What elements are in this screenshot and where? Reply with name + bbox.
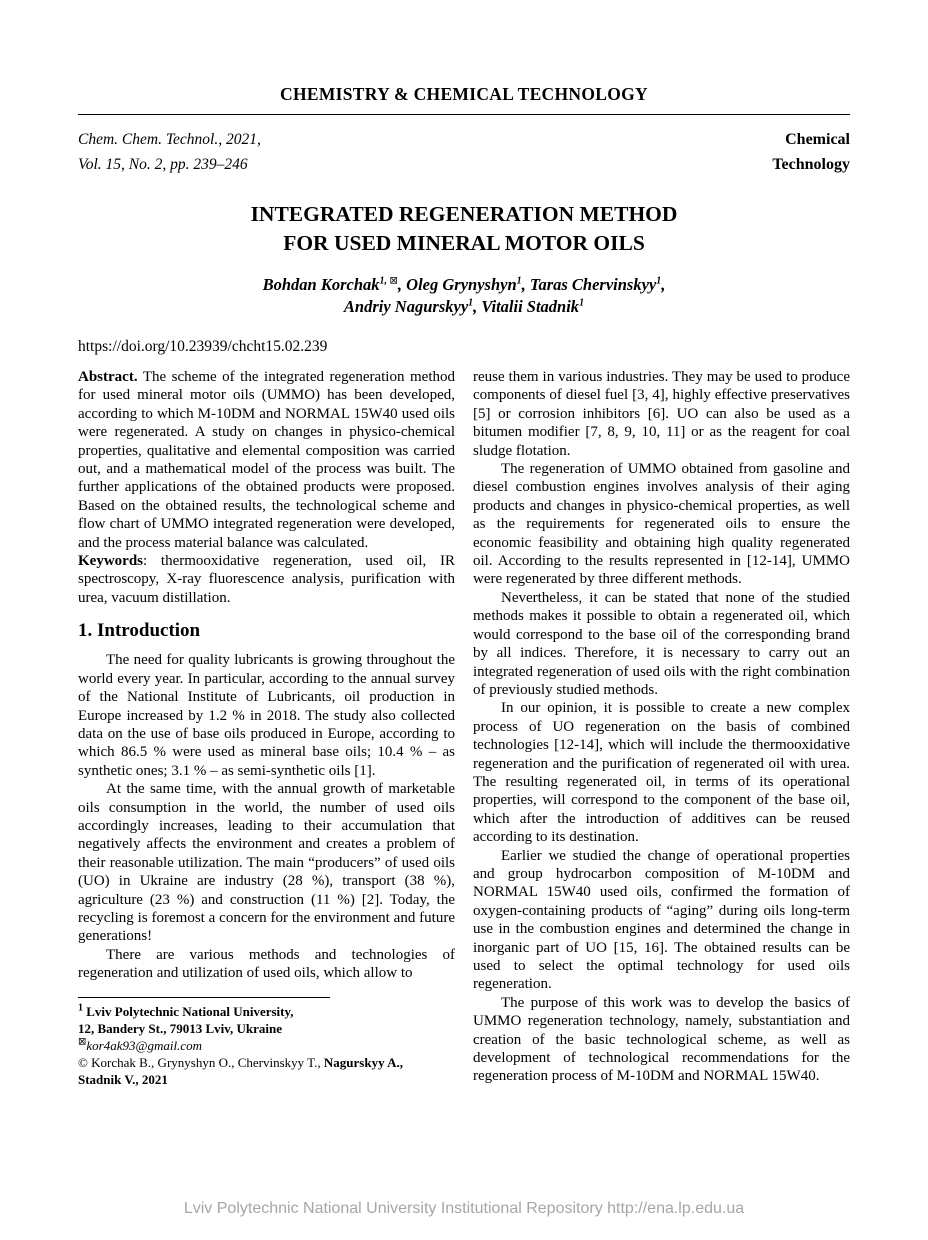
paragraph: At the same time, with the annual growth of marketable oils consumption in the world, the number of used oils accordingly increases, leading to their accumulation that negatively affects the environment and creates a problem of their reasonable utilization. The main “producers” of used oils (UO) in Ukraine are industry (28 %), transport (38 %), agriculture (23 %) and construction (11 %) [2]. Today, the recycling is foremost a concern for the environment and future generations!: [78, 781, 455, 945]
article-title-line-1: INTEGRATED REGENERATION METHOD: [250, 202, 678, 226]
paragraph: reuse them in various industries. They may be used to produce components of diesel fuel [3, 4], highly effective preservatives [5] or corrosion inhibitors [6]. UO can also be used as a bitumen modifier [7, 8, 9, 10, 11] or as the reagent for coal sludge flotation.: [473, 369, 850, 459]
paragraph: The purpose of this work was to develop the basics of UMMO regeneration technology, namely, substantiation and creation of the basic technological scheme, as well as development of technological recommendations for the regeneration process of M-10DM and NORMAL 15W40.: [473, 994, 850, 1085]
paragraph: Nevertheless, it can be stated that none of the studied methods makes it possible to obtain a regenerated oil, which would correspond to the base oil of the corresponding brand by all indices. Therefore, it is necessary to carry out an integrated regeneration of used oils with the right combination of previously studied methods.: [473, 589, 850, 698]
citation-block: [78, 127, 261, 177]
keywords-paragraph: Keywords: thermooxidative regeneration, used oil, IR spectroscopy, X-ray fluorescence analysis, purification with urea, vacuum distillation.: [78, 553, 455, 606]
abstract-label: Abstract.: [78, 369, 138, 385]
citation-line-1: Chem. Chem. Technol., 2021,: [78, 131, 261, 148]
envelope-icon: ⊠: [78, 1036, 87, 1048]
affiliation-line-2: 12, Bandery St., 79013 Lviv, Ukraine: [78, 1020, 283, 1036]
journal-name-line-1: Chemical: [785, 131, 850, 148]
paragraph: Earlier we studied the change of operational properties and group hydrocarbon composition of M-10DM and NORMAL 15W40 used oils, confirmed the formation of oxygen-containing products of “aging” during oils long-term use in the combustion engines and determined the change in inorganic part of UO [15, 16]. The obtained results can be used to select the optimal technology for used oils regeneration.: [473, 847, 850, 993]
keywords-label: Keywords: [78, 553, 143, 570]
article-title: [78, 200, 850, 258]
article-title-line-2: FOR USED MINERAL MOTOR OILS: [283, 231, 645, 255]
envelope-icon: ⊠: [389, 275, 398, 287]
paragraph: In our opinion, it is possible to create a new complex process of UO regeneration on the basis of combined technologies [12-14], which will include the thermooxidative regeneration and the purification of regenerated oil with urea. The resulting regenerated oil, in terms of its operational properties, will correspond to the component of the base oil, which after the introduction of additives can be reused according to its destination.: [473, 700, 850, 846]
footnote-block: [78, 997, 455, 1088]
copyright-line-1: © Korchak B., Grynyshyn O., Chervinskyy T., Nagurskyy A.,: [78, 1054, 404, 1070]
paragraph: The need for quality lubricants is growing throughout the world every year. In particular, according to the annual survey of the National Institute of Lubricants, oil production in Europe increased by 1.2 % in 2018. The study also collected data on the use of base oils produced in Europe, according to which 86.5 % were used as mineral base oils; 10.4 % – as synthetic ones; 3.1 % – as semi-synthetic oils [1].: [78, 652, 455, 779]
section-heading-introduction: 1. Introduction: [78, 620, 201, 642]
citation-row: [78, 127, 850, 177]
paragraph: The regeneration of UMMO obtained from gasoline and diesel combustion engines involves analysis of their aging products and changes in physico-chemical properties, as well as the requirements for regenerated oils to ensure the economic feasibility and obtaining high quality regenerated oil. According to the results represented in [12-14], UMMO were regenerated by three different methods.: [473, 461, 850, 588]
abstract-paragraph: Abstract. The scheme of the integrated regeneration method for used mineral motor oils (UMMO) has been developed, according to which M-10DM and NORMAL 15W40 used oils were regenerated. A study on changes in physico-chemical properties, qualitative and elemental composition was carried out, and a mathematical model of the process was built. The further applications of the obtained products were proposed. Based on the obtained results, the technological scheme and flow chart of UMMO integrated regeneration were developed, and the process material balance was calculated.: [78, 369, 455, 551]
body-columns: [78, 368, 850, 1088]
footnote-rule: [78, 997, 330, 998]
journal-name-block: [772, 127, 850, 177]
header-rule: [78, 114, 850, 115]
journal-header: CHEMISTRY & CHEMICAL TECHNOLOGY: [280, 84, 648, 104]
repository-watermark: Lviv Polytechnic National University Institutional Repository http://ena.lp.edu.ua: [183, 1200, 745, 1217]
authors: [78, 274, 850, 318]
authors-line-2: Andriy Nagurskyy$^1$, Vitalii Stadnik$^1$: [343, 297, 585, 316]
email-link[interactable]: kor4ak93@gmail.com: [86, 1037, 202, 1053]
copyright-line-2: Stadnik V., 2021: [78, 1071, 168, 1087]
authors-line-1: Bohdan Korchak$^{1, ⊠}$, Oleg Grynyshyn$^1$, Taras Chervinskyy$^1$,: [262, 275, 666, 294]
left-column: [78, 368, 455, 1088]
doi-link[interactable]: https://doi.org/10.23939/chcht15.02.239: [78, 338, 328, 355]
affiliation-line-1: $^1$ Lviv Polytechnic National University,: [78, 1002, 294, 1019]
right-column: [473, 368, 850, 1088]
journal-name-line-2: Technology: [772, 156, 850, 173]
paragraph: There are various methods and technologies of regeneration and utilization of used oils, which allow to: [78, 946, 455, 982]
citation-line-2: Vol. 15, No. 2, pp. 239–246: [78, 156, 248, 173]
email-line: [78, 1037, 455, 1054]
